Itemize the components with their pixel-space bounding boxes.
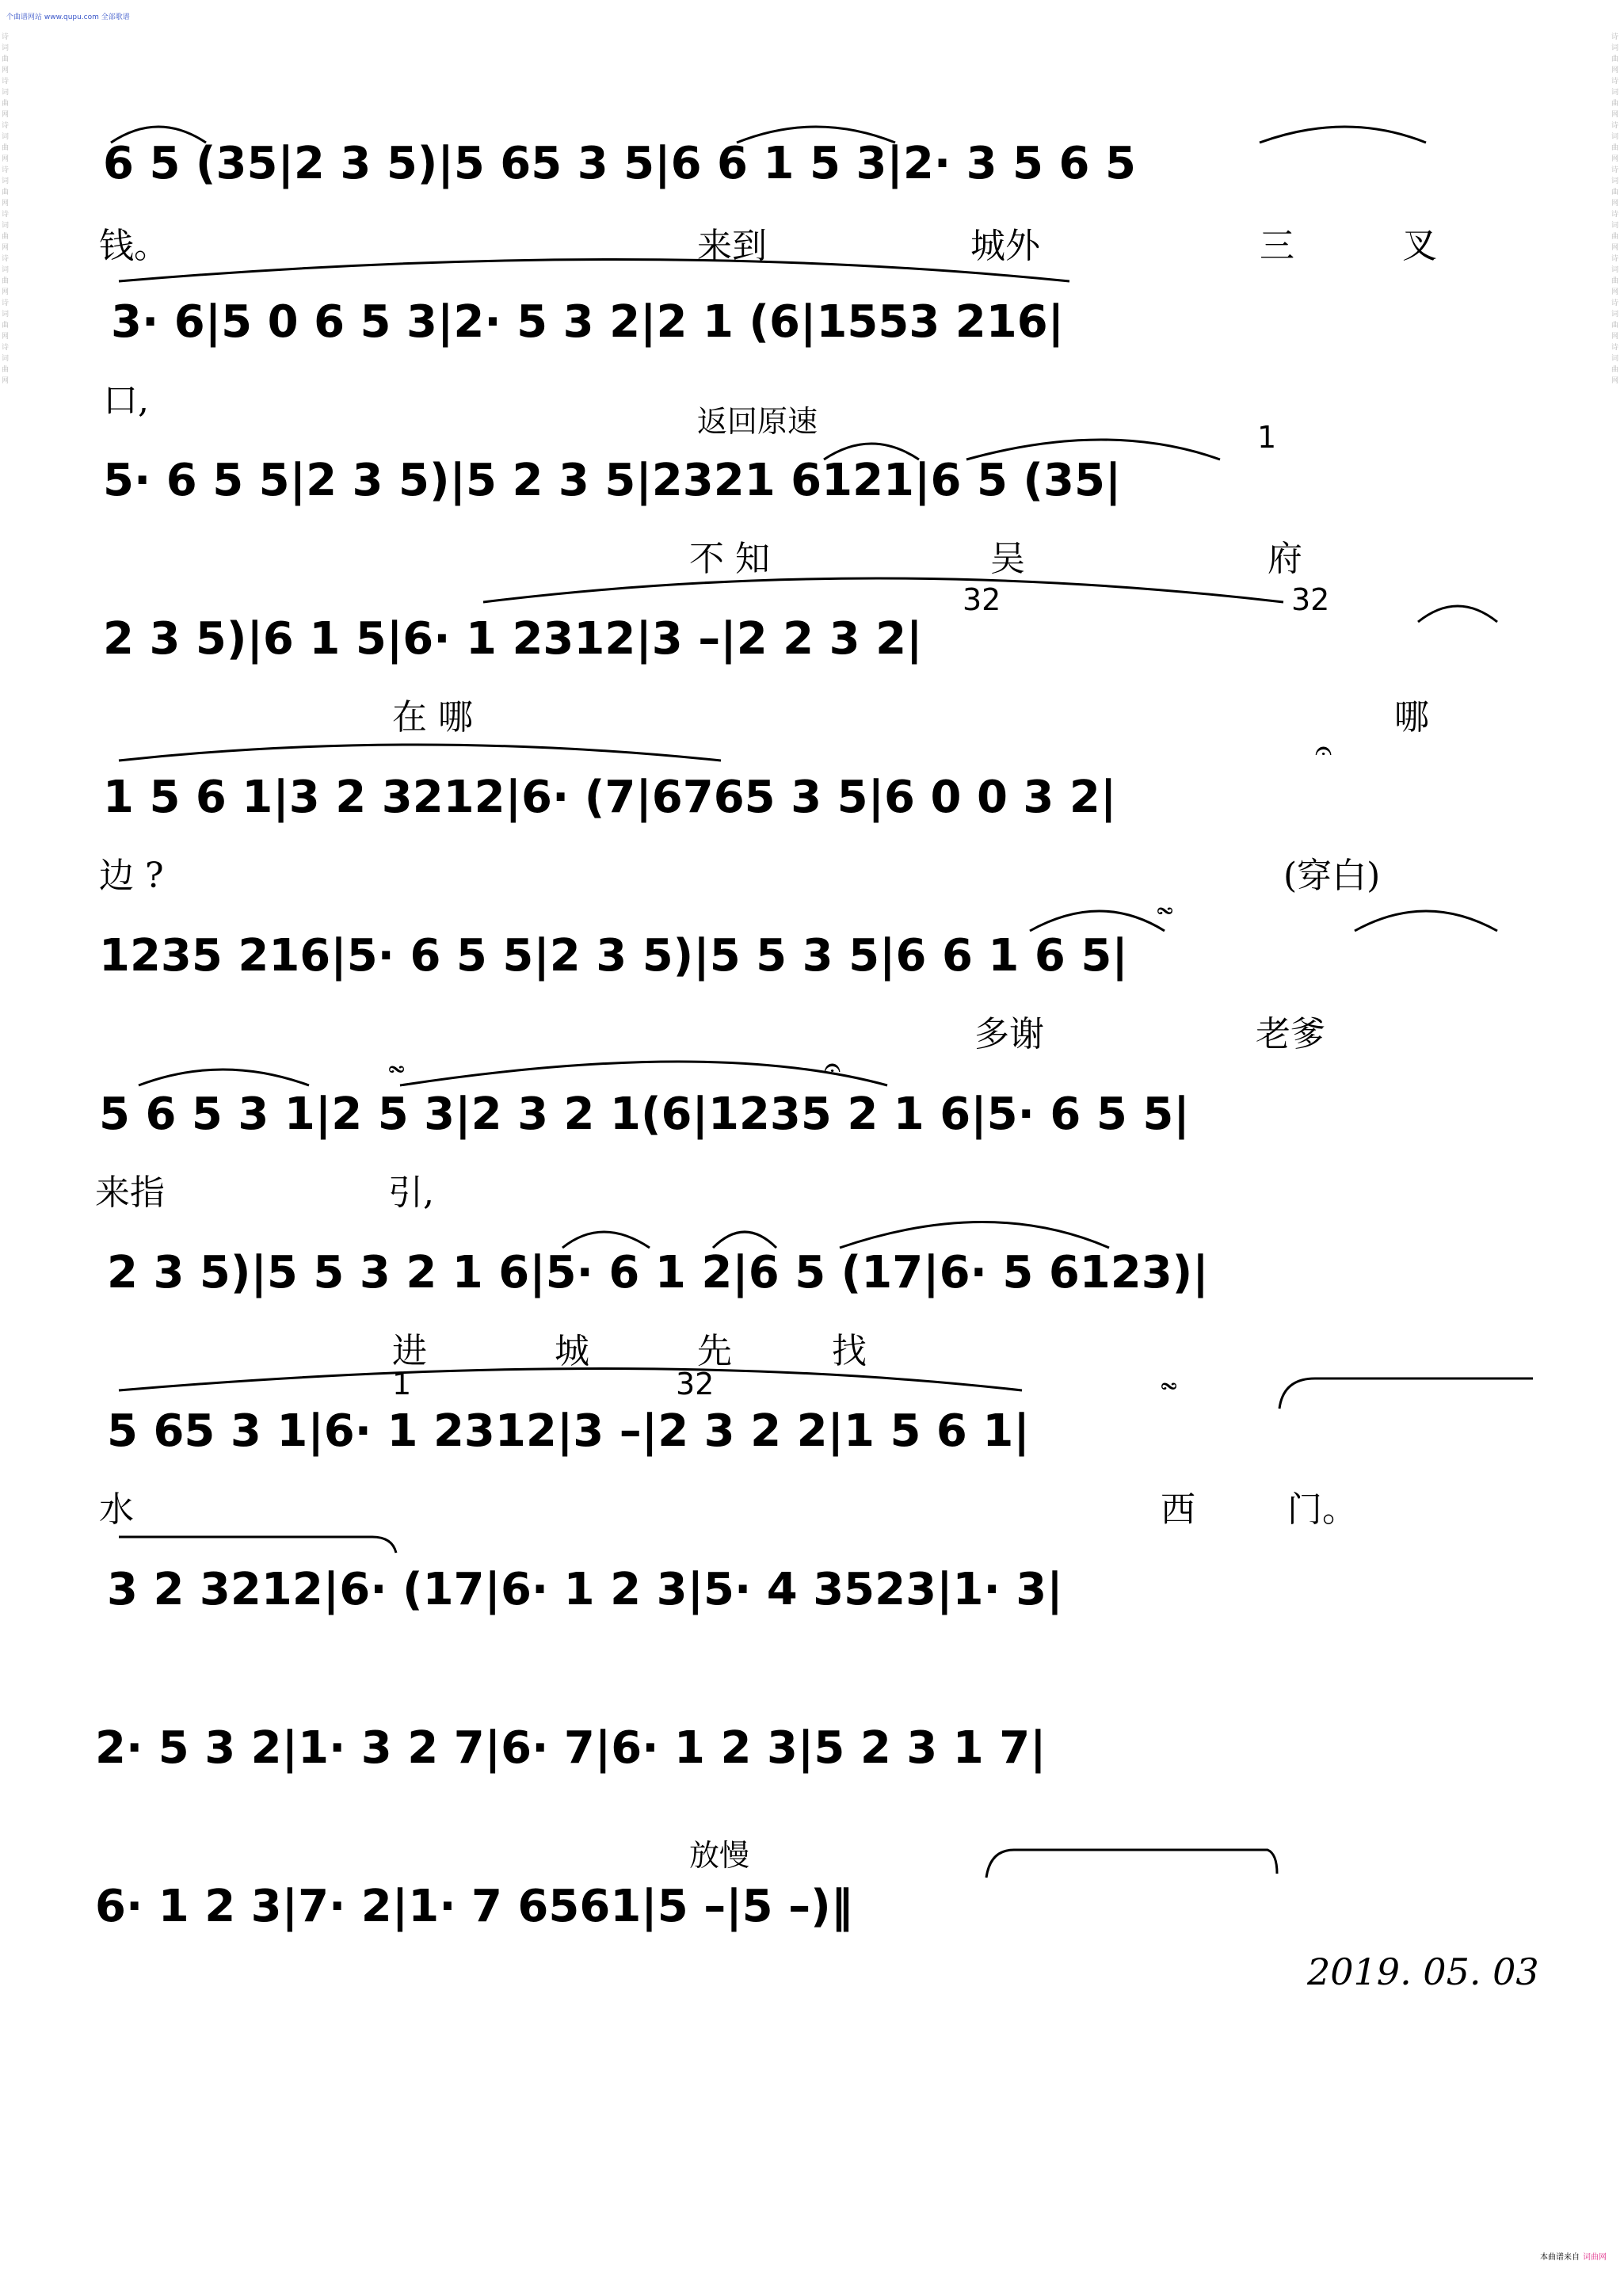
lyric: 吴 bbox=[990, 539, 1025, 579]
mordent: 𝆗 bbox=[1161, 1365, 1178, 1400]
lyric: 先 bbox=[697, 1331, 732, 1371]
lyric: 在 哪 bbox=[392, 697, 473, 738]
lyric: 城外 bbox=[970, 226, 1040, 266]
score-row bbox=[99, 890, 1497, 1054]
notation-line: 2· 5 3 2|1· 3 2 7|6· 7|6· 1 2 3|5 2 3 1 7| bbox=[95, 1722, 1046, 1774]
grace-note: 32 bbox=[676, 1367, 715, 1401]
notation-line: 6 5 (35|2 3 5)|5 65 3 5|6 6 1 5 3|2· 3 5 6 5 bbox=[103, 138, 1136, 189]
notation-line: 5 65 3 1|6· 1 2312|3 –|2 3 2 2|1 5 6 1| bbox=[107, 1405, 1030, 1457]
footer-text: 本曲谱来自 bbox=[1540, 2253, 1580, 2262]
notation-line: 1 5 6 1|3 2 3212|6· (7|6765 3 5|6 0 0 3 2| bbox=[103, 772, 1117, 823]
score-row bbox=[99, 1365, 1533, 1530]
score-row bbox=[107, 1537, 1063, 1615]
lyric: 三 bbox=[1260, 226, 1294, 266]
lyric: 叉 bbox=[1402, 226, 1437, 266]
score-row bbox=[103, 578, 1497, 738]
tie-line bbox=[119, 260, 1069, 282]
lyric: 府 bbox=[1268, 539, 1302, 579]
slur bbox=[562, 1232, 650, 1248]
mordent: 𝆗 bbox=[388, 1048, 406, 1083]
score-row bbox=[95, 1722, 1046, 1873]
mordent: 𝆗 bbox=[1157, 890, 1174, 925]
lyric: 找 bbox=[832, 1331, 867, 1371]
notation-line: 5· 6 5 5|2 3 5)|5 2 3 5|2321 6121|6 5 (35| bbox=[103, 455, 1122, 506]
lyric: 水 bbox=[99, 1489, 134, 1530]
tie-line bbox=[986, 1850, 1277, 1878]
lyric: 进 bbox=[392, 1331, 427, 1371]
tempo-mark: 返回原速 bbox=[697, 404, 818, 439]
notation-line: 1235 216|5· 6 5 5|2 3 5)|5 5 3 5|6 6 1 6 5| bbox=[99, 930, 1128, 982]
grace-note: 32 bbox=[963, 582, 1001, 617]
score-row bbox=[99, 127, 1437, 281]
notation-line: 3· 6|5 0 6 5 3|2· 5 3 2|2 1 (6|1553 216| bbox=[111, 296, 1065, 348]
slur bbox=[400, 1062, 887, 1085]
lyric: 来到 bbox=[697, 226, 767, 266]
tempo-mark: 放慢 bbox=[689, 1838, 750, 1873]
lyric: 边 ? bbox=[99, 856, 164, 896]
notation-line: 2 3 5)|6 1 5|6· 1 2312|3 –|2 2 3 2| bbox=[103, 613, 923, 665]
lyric: 城 bbox=[555, 1331, 589, 1371]
slur bbox=[840, 1222, 1109, 1249]
notation-line: 5 6 5 3 1|2 5 3|2 3 2 1(6|1235 2 1 6|5· 6 5 5| bbox=[99, 1089, 1190, 1140]
score-row bbox=[103, 296, 1064, 439]
grace-note: 32 bbox=[1291, 582, 1330, 617]
score-row bbox=[95, 1850, 1277, 1932]
notation-line: 6· 1 2 3|7· 2|1· 7 6561|5 –|5 –)‖ bbox=[95, 1881, 853, 1932]
grace-note: 1 bbox=[1257, 420, 1277, 455]
slur bbox=[1279, 1378, 1533, 1409]
lyric: 门。 bbox=[1287, 1489, 1357, 1530]
fermata: 𝄐 bbox=[1315, 733, 1332, 768]
fermata: 𝄐 bbox=[824, 1050, 841, 1085]
slur bbox=[119, 745, 721, 761]
footer bbox=[1540, 2250, 1607, 2262]
slur bbox=[713, 1232, 776, 1248]
slur bbox=[119, 1369, 1022, 1391]
header-note: 个曲谱网站 www.qupu.com 全部歌谱 bbox=[6, 13, 130, 21]
slur bbox=[119, 1537, 396, 1553]
score-row bbox=[95, 1048, 1190, 1213]
lyric: 不 知 bbox=[689, 539, 770, 579]
score-row bbox=[103, 420, 1302, 579]
notation-line: 2 3 5)|5 5 3 2 1 6|5· 6 1 2|6 5 (17|6· 5 6123)| bbox=[107, 1247, 1209, 1298]
score-row bbox=[99, 733, 1380, 896]
lyric: 多谢 bbox=[974, 1014, 1044, 1054]
score-date: 2019. 05. 03 bbox=[1307, 1950, 1539, 1993]
lyric: 引, bbox=[388, 1173, 434, 1213]
slur bbox=[1030, 911, 1165, 931]
slur bbox=[1418, 606, 1497, 622]
right-watermark: 诗词曲网诗词曲网诗词曲网诗词曲网诗词曲网诗词曲网诗词曲网诗词曲网 bbox=[1611, 33, 1619, 385]
score-row bbox=[107, 1222, 1209, 1372]
notation-line: 3 2 3212|6· (17|6· 1 2 3|5· 4 3523|1· 3| bbox=[107, 1564, 1063, 1615]
lyric: 哪 bbox=[1394, 697, 1429, 738]
lyric: 老爹 bbox=[1256, 1014, 1325, 1054]
lyric: (穿白) bbox=[1283, 856, 1381, 896]
slur bbox=[1260, 127, 1426, 143]
lyric: 口, bbox=[103, 380, 149, 421]
lyric: 钱。 bbox=[99, 226, 169, 266]
slur bbox=[1355, 911, 1497, 931]
slur bbox=[139, 1070, 309, 1085]
footer-brand[interactable]: 词曲网 bbox=[1583, 2253, 1607, 2262]
lyric: 来指 bbox=[95, 1173, 165, 1213]
grace-note: 1 bbox=[392, 1367, 412, 1401]
left-watermark: 诗词曲网诗词曲网诗词曲网诗词曲网诗词曲网诗词曲网诗词曲网诗词曲网 bbox=[2, 33, 10, 385]
lyric: 西 bbox=[1161, 1489, 1195, 1530]
slur bbox=[483, 578, 1283, 602]
